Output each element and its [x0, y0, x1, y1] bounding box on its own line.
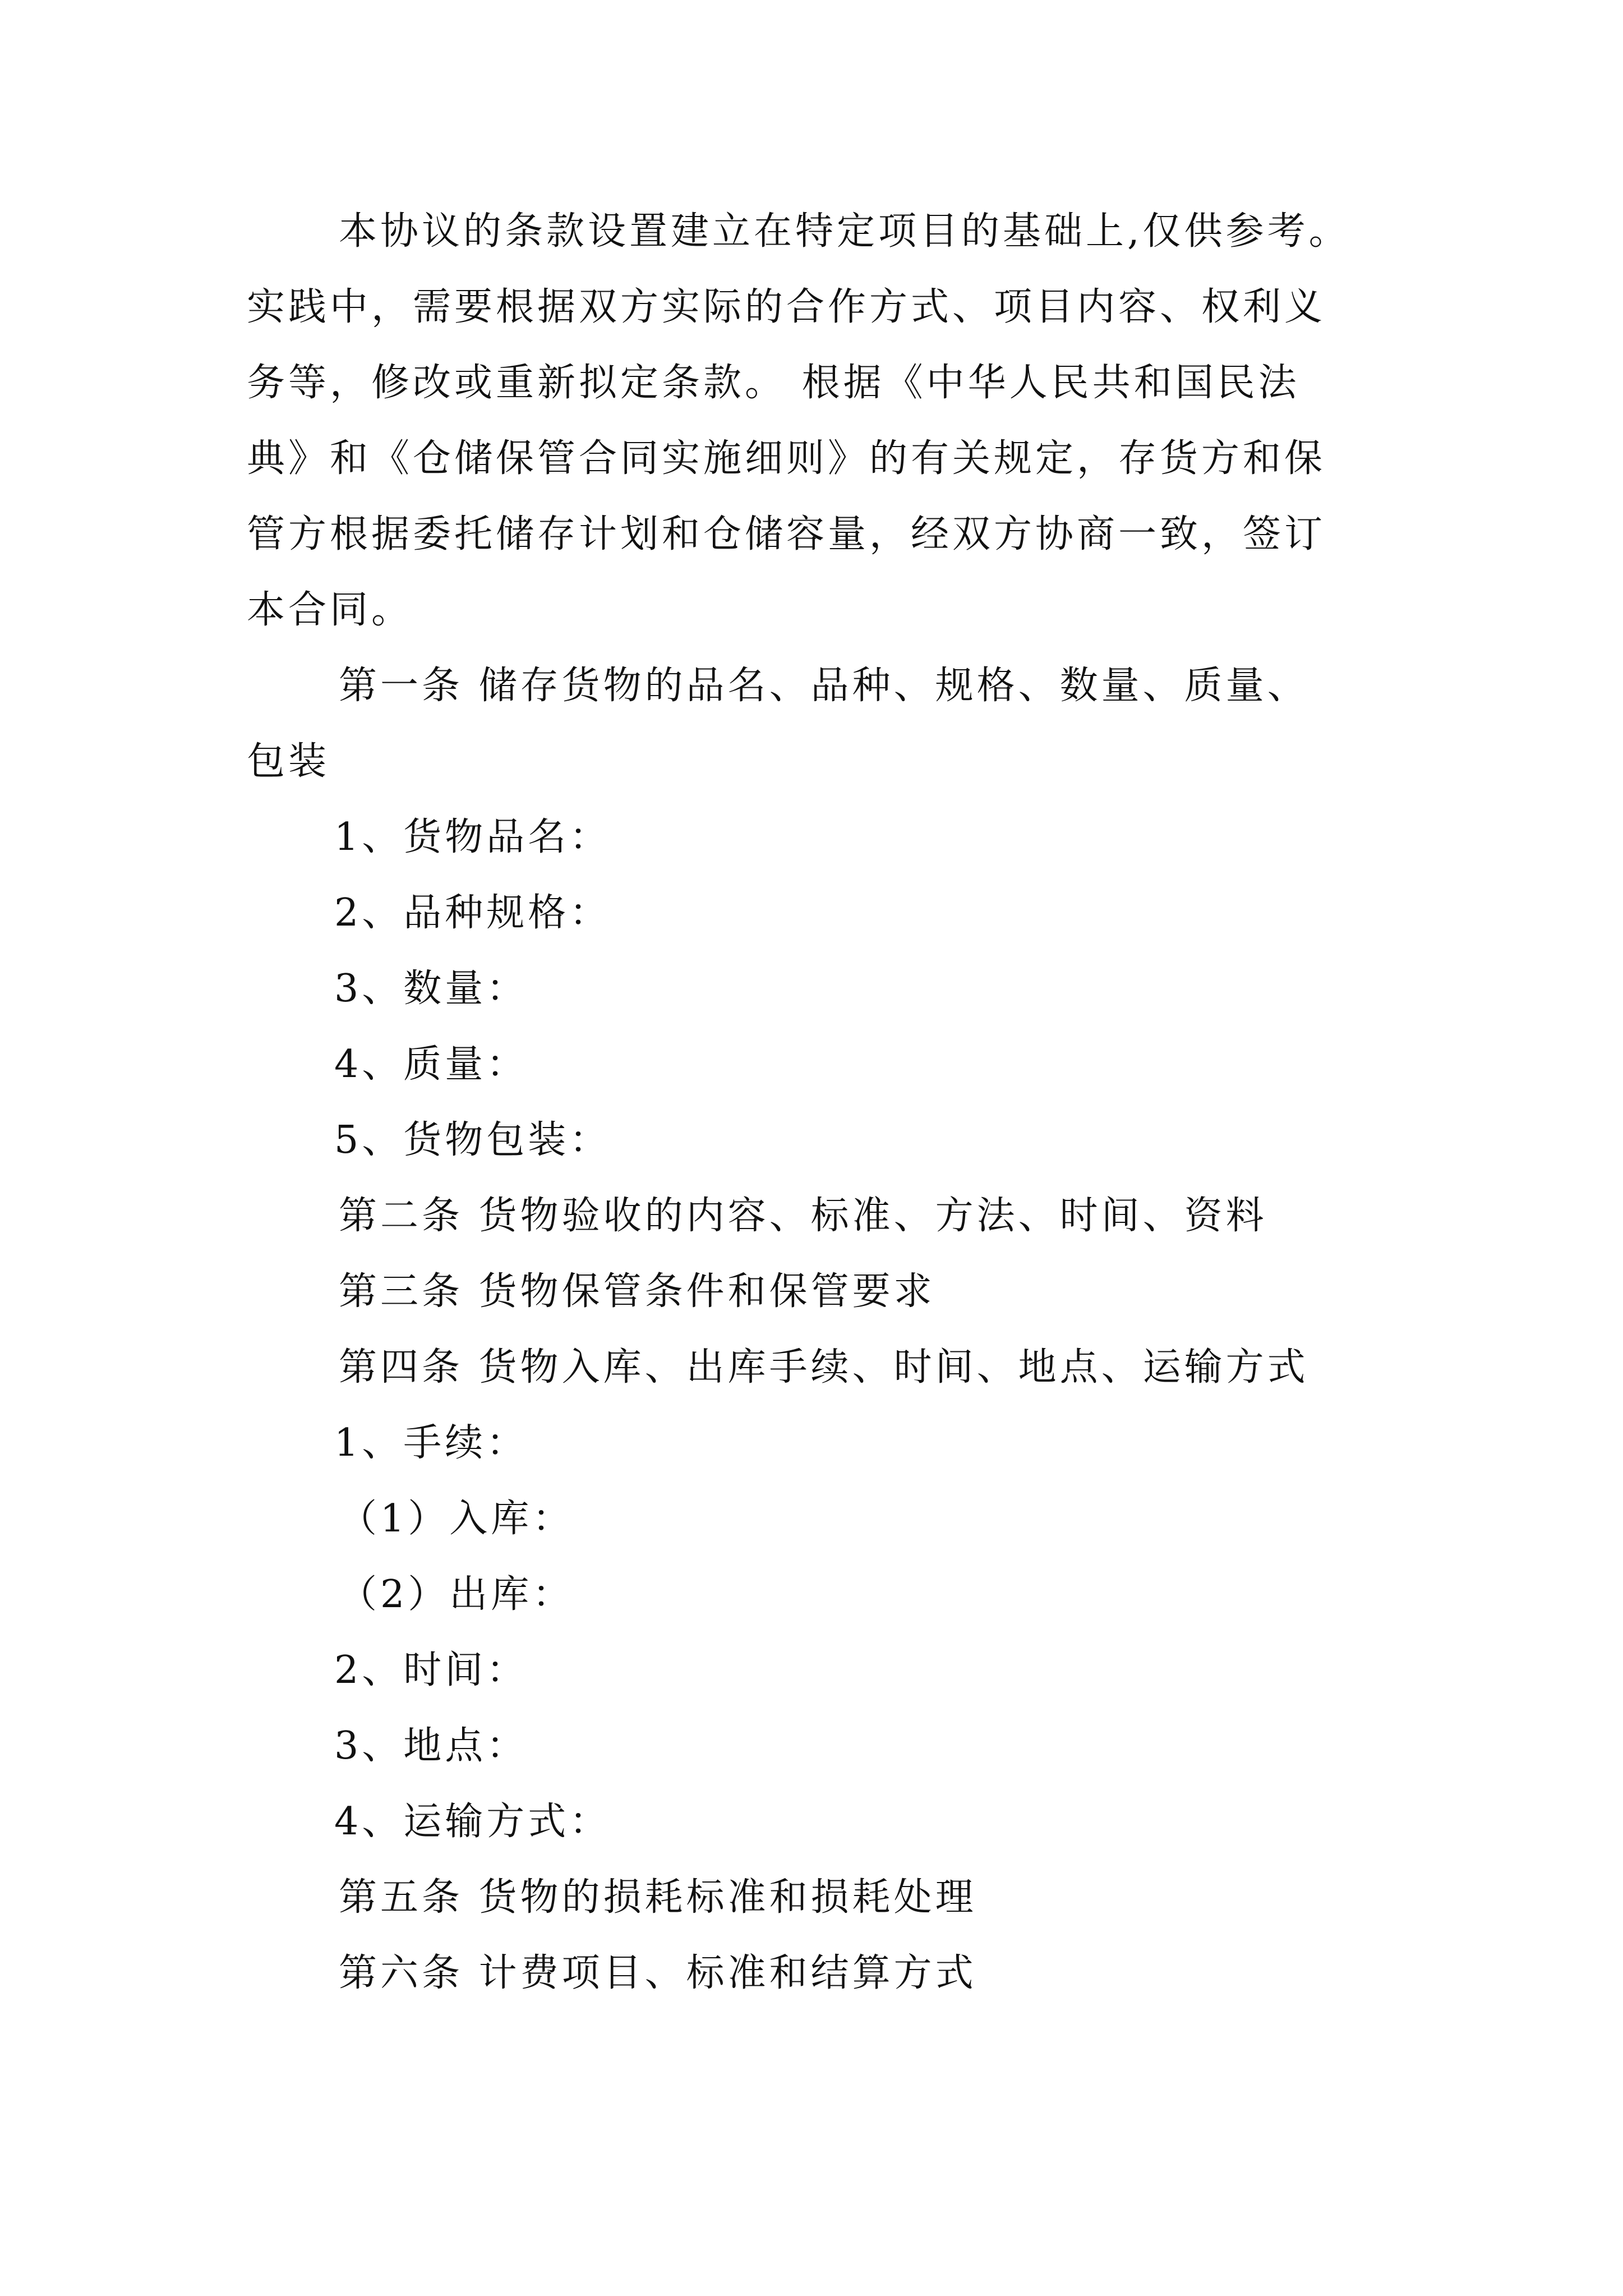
paragraph-intro-line-4: 典》和《仓储保管合同实施细则》的有关规定，存货方和保 — [247, 436, 1326, 481]
paragraph-intro-line-2: 实践中，需要根据双方实际的合作方式、项目内容、权利义 — [247, 285, 1326, 329]
paragraph-intro-line-1: 本协议的条款设置建立在特定项目的基础上,仅供参考。 — [339, 209, 1350, 254]
article-4-item-1: 1、手续： — [334, 1421, 528, 1465]
article-4-item-2: 2、时间： — [334, 1648, 528, 1692]
article-4-heading: 第四条 货物入库、出库手续、时间、地点、运输方式 — [339, 1345, 1309, 1389]
article-1-item-3: 3、数量： — [334, 967, 528, 1011]
article-1-item-5: 5、货物包装： — [334, 1118, 611, 1162]
article-4-item-1-sub-1: （1）入库： — [339, 1497, 574, 1541]
article-4-item-4: 4、运输方式： — [334, 1800, 611, 1844]
article-2-heading: 第二条 货物验收的内容、标准、方法、时间、资料 — [339, 1194, 1267, 1238]
article-4-item-3: 3、地点： — [334, 1724, 528, 1768]
article-1-item-4: 4、质量： — [334, 1042, 528, 1087]
article-5-heading: 第五条 货物的损耗标准和损耗处理 — [339, 1875, 977, 1920]
article-1-heading-cont: 包装 — [247, 739, 330, 784]
paragraph-intro-line-5: 管方根据委托储存计划和仓储容量，经双方协商一致，签订 — [247, 512, 1326, 556]
paragraph-intro-line-3: 务等，修改或重新拟定条款。 根据《中华人民共和国民法 — [247, 361, 1300, 405]
article-1-item-1: 1、货物品名： — [334, 815, 611, 859]
article-4-item-1-sub-2: （2）出库： — [339, 1572, 574, 1617]
article-6-heading: 第六条 计费项目、标准和结算方式 — [339, 1951, 977, 1995]
article-1-heading: 第一条 储存货物的品名、品种、规格、数量、质量、 — [339, 664, 1309, 708]
article-3-heading: 第三条 货物保管条件和保管要求 — [339, 1269, 935, 1314]
paragraph-intro-line-6: 本合同。 — [247, 588, 413, 632]
article-1-item-2: 2、品种规格： — [334, 891, 611, 935]
